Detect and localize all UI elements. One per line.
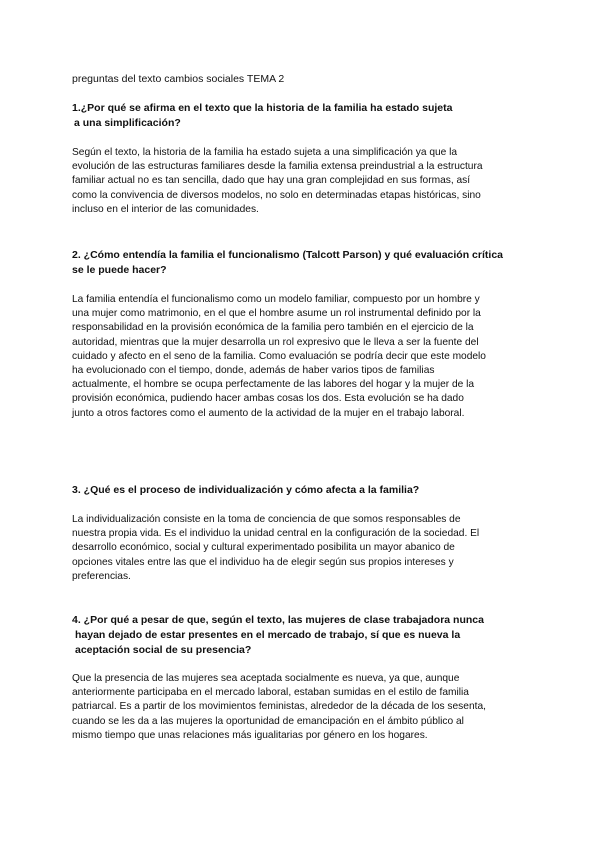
question-4-line-2: hayan dejado de estar presentes en el mercado de trabajo, sí que es nueva la [75, 629, 461, 641]
document-heading: preguntas del texto cambios sociales TEMA 2 [72, 73, 285, 85]
answer-1-line-2: evolución de las estructuras familiares desde la familia extensa preindustrial a la estructura [72, 161, 483, 173]
answer-4-line-1: Que la presencia de las mujeres sea aceptada socialmente es nueva, ya que, aunque [72, 673, 460, 684]
answer-3-line-5: preferencias. [72, 570, 131, 582]
answer-2-line-7: actualmente, el hombre se ocupa perfectamente de las labores del hogar y la mujer de la [72, 379, 475, 391]
document-heading-block [72, 72, 532, 86]
question-2 [72, 248, 532, 278]
answer-3-line-4: opciones vitales entre las que el individuo ha de elegir según sus propios intereses y [72, 556, 454, 568]
answer-4 [72, 672, 532, 743]
answer-2-line-4: autoridad, mientras que la mujer desarrolla un rol expresivo que le lleva a ser la fuente del [72, 336, 479, 348]
answer-1-line-5: incluso en el interior de las comunidades. [72, 203, 259, 215]
answer-4-line-2: anteriormente participaba en el mercado laboral, estaban sumidas en el estilo de familia [72, 687, 469, 699]
answer-1-line-4: como la convivencia de diversos modelos, no solo en determinadas etapas históricas, sino [72, 189, 481, 201]
answer-3 [72, 513, 532, 584]
question-2-line-2: se le puede hacer? [72, 264, 167, 276]
answer-1 [72, 146, 532, 217]
answer-3-line-2: nuestra propia vida. Es el individuo la unidad central en la configuración de la sociedad. El [72, 528, 480, 540]
question-3-line-1: 3. ¿Qué es el proceso de individualización y cómo afecta a la familia? [72, 484, 420, 496]
answer-4-line-5: mismo tiempo que unas relaciones más igualitarias por género en los hogares. [72, 729, 428, 741]
question-1 [72, 101, 532, 131]
question-1-line-1: 1.¿Por qué se afirma en el texto que la historia de la familia ha estado sujeta [72, 102, 453, 114]
question-4-line-1: 4. ¿Por qué a pesar de que, según el texto, las mujeres de clase trabajadora nunca [72, 614, 484, 626]
question-4-line-3: aceptación social de su presencia? [75, 644, 252, 656]
question-3 [72, 483, 532, 498]
answer-1-line-1: Según el texto, la historia de la familia ha estado sujeta a una simplificación ya que la [72, 147, 458, 158]
answer-2-line-1: La familia entendía el funcionalismo como un modelo familiar, compuesto por un hombre y [72, 294, 480, 305]
answer-1-line-3: familiar actual no es tan sencilla, dado que hay una gran complejidad en sus formas, así [72, 175, 471, 187]
answer-3-line-1: La individualización consiste en la toma de conciencia de que somos responsables de [72, 514, 461, 525]
answer-4-line-4: cuando se les da a las mujeres la oportunidad de emancipación en el ámbito público al [72, 715, 464, 727]
question-1-line-2: a una simplificación? [74, 117, 181, 129]
answer-2-line-3: responsabilidad en la provisión económica de la familia pero también en el ejercicio de la [72, 322, 474, 334]
question-4 [72, 613, 532, 658]
answer-2-line-2: una mujer como matrimonio, en el que el hombre asume un rol instrumental definido por la [72, 308, 481, 320]
answer-2-line-6: ha evolucionado con el tiempo, donde, además de haber varios tipos de familias [72, 365, 435, 377]
question-2-line-1: 2. ¿Cómo entendía la familia el funcionalismo (Talcott Parson) y qué evaluación crítica [72, 249, 503, 261]
answer-2 [72, 293, 532, 421]
answer-3-line-3: desarrollo económico, social y cultural experimentado posibilita un mayor abanico de [72, 542, 455, 554]
answer-2-line-9: junto a otros factores como el aumento de la actividad de la mujer en el trabajo laboral. [72, 407, 465, 419]
answer-2-line-5: cuidado y afecto en el seno de la familia. Como evaluación se podría decir que este modelo [72, 350, 486, 362]
answer-2-line-8: provisión económica, pudiendo hacer ambas cosas los dos. Esta evolución se ha dado [72, 393, 464, 405]
answer-4-line-3: patriarcal. Es a partir de los movimientos feministas, alrededor de la década de los sesenta, [72, 701, 486, 713]
